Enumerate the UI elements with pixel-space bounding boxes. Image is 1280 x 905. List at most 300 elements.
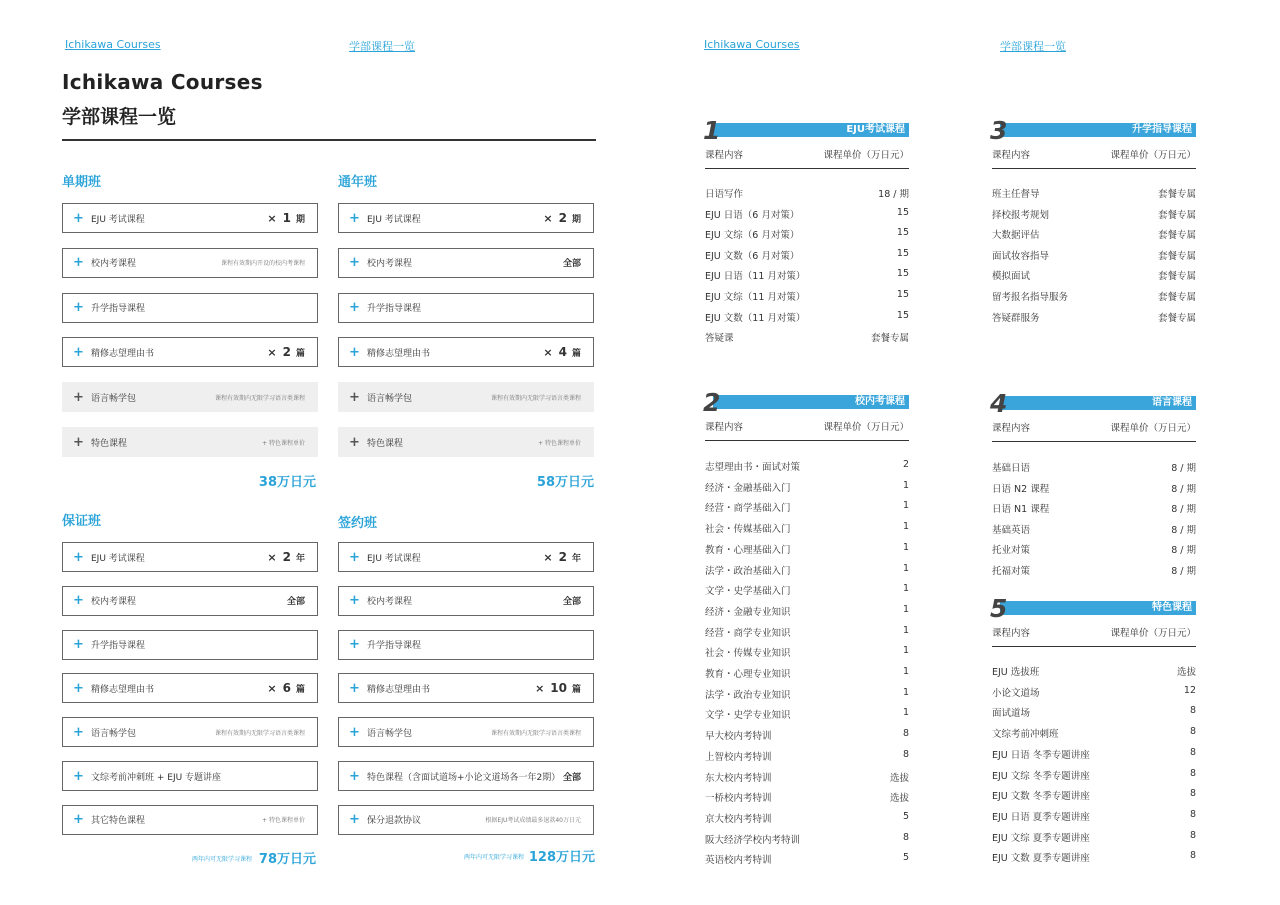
table-number: 5 [990, 594, 1008, 623]
course-name: 英语校内考特训 [705, 855, 772, 867]
course-price: 8 / 期 [1171, 566, 1196, 577]
quantity-unit: 期 [295, 215, 305, 225]
table-row [705, 248, 909, 262]
course-name: 小论文道场 [992, 687, 1040, 699]
course-name: 法学・政治基础入门 [705, 565, 791, 577]
table-row [992, 685, 1196, 699]
plan-price: 58万日元 [536, 475, 594, 490]
course-name: 大数据评估 [992, 230, 1040, 242]
table-row [705, 500, 909, 514]
course-price: 8 [1189, 829, 1196, 841]
course-table [990, 594, 1196, 871]
course-name: 答疑课 [705, 333, 734, 345]
course-name: 社会・传媒基础入门 [705, 524, 791, 536]
plan-item-label: 特色课程（含面试道场+小论文道场各一年2期） [367, 772, 561, 783]
table-header [705, 419, 909, 433]
column-header: 课程内容 [992, 423, 1031, 434]
plus-icon: + [73, 680, 84, 696]
table-divider [992, 646, 1196, 647]
table-divider [992, 441, 1196, 442]
course-name: 留考报名指导服务 [992, 292, 1069, 303]
plus-icon: + [349, 389, 360, 405]
course-name: 文综考前冲刺班 [992, 729, 1059, 741]
course-name: EJU 文综（6 月对策） [705, 230, 800, 242]
course-price: 套餐专属 [1157, 271, 1196, 283]
times-icon: × [267, 346, 277, 360]
course-name: 社会・传媒专业知识 [705, 648, 791, 660]
table-row [992, 850, 1196, 864]
quantity-number: 2 [282, 345, 291, 360]
plan-item-value: 全部 [562, 772, 581, 783]
course-name: 班主任督导 [992, 189, 1040, 200]
table-row [705, 521, 909, 535]
table-row [705, 542, 909, 556]
plan-item-label: 校内考课程 [367, 597, 413, 608]
plan-item-label: 精修志望理由书 [91, 348, 155, 359]
course-name: 经济・金融基础入门 [705, 482, 791, 494]
table-row [705, 604, 909, 618]
page-title-zh: 学部课程一览 [62, 106, 177, 128]
course-price: 选拔 [1176, 667, 1196, 678]
course-price: 套餐专属 [870, 333, 909, 345]
table-row [992, 501, 1196, 515]
table-row [992, 460, 1196, 474]
course-name: 法学・政治专业知识 [705, 689, 791, 701]
plan-item-label: 精修志望理由书 [367, 348, 431, 359]
plan-item-note: 课程有效期内无限学习语言类课程 [490, 729, 581, 737]
course-name: EJU 选拔班 [992, 667, 1040, 678]
plan-item-quantity [543, 345, 581, 359]
table-title: 特色课程 [1000, 601, 1196, 615]
course-price: 1 [902, 500, 909, 512]
table-row [992, 788, 1196, 802]
times-icon: × [543, 551, 553, 564]
course-name: 东大校内考特训 [705, 772, 772, 784]
plan-item[interactable] [62, 630, 318, 660]
course-price: 15 [896, 309, 909, 321]
plan-item-label: 语言畅学包 [91, 393, 137, 404]
quantity-number: 2 [558, 550, 567, 564]
quantity-unit: 期 [571, 215, 581, 225]
table-row [705, 268, 909, 282]
quantity-unit: 篇 [295, 349, 305, 360]
course-price: 8 [1189, 726, 1196, 738]
table-row [992, 227, 1196, 241]
plus-icon: + [73, 812, 84, 828]
table-row [705, 707, 909, 721]
plan-item-label: 语言畅学包 [367, 728, 413, 739]
column-header: 课程单价（万日元） [1110, 423, 1196, 434]
table-row [992, 768, 1196, 782]
course-name: 一桥校内考特训 [705, 793, 772, 805]
course-price: 8 [1189, 808, 1196, 820]
course-price: 5 [902, 852, 909, 864]
times-icon: × [267, 551, 277, 564]
course-price: 15 [896, 227, 909, 239]
plus-icon: + [73, 593, 84, 609]
course-name: 日语 N2 课程 [992, 483, 1050, 495]
times-icon: × [267, 682, 277, 696]
plan-item-label: 精修志望理由书 [91, 684, 155, 695]
table-divider [705, 168, 909, 169]
plus-icon: + [73, 389, 84, 405]
quantity-number: 6 [282, 681, 291, 696]
course-price: 1 [902, 562, 909, 574]
column-header: 课程内容 [705, 150, 744, 161]
plan-item-label: EJU 考试课程 [367, 214, 421, 225]
plus-icon: + [73, 768, 84, 784]
plan-price: 38万日元 [258, 475, 316, 490]
course-price: 套餐专属 [1157, 292, 1196, 303]
column-header: 课程内容 [705, 422, 744, 433]
plan-item-label: 特色课程 [367, 438, 404, 449]
course-price: 选拔 [889, 793, 909, 805]
plan-item-label: 升学指导课程 [91, 641, 146, 652]
plan-item[interactable] [62, 717, 318, 747]
header-link-overview[interactable]: 学部课程一览 [349, 40, 415, 53]
course-price: 1 [902, 479, 909, 491]
plan-item[interactable] [338, 337, 594, 367]
quantity-unit: 篇 [295, 685, 305, 696]
plan-item-label: EJU 考试课程 [91, 553, 145, 564]
plan-item[interactable] [62, 761, 318, 791]
plan-price-note: 两年内可无限学习课程 [463, 854, 524, 861]
table-title: EJU考试课程 [713, 123, 909, 137]
plus-icon: + [349, 768, 360, 784]
table-row [992, 747, 1196, 761]
plan-item-note: 课程有效期内无限学习语言类课程 [214, 394, 305, 402]
table-row [705, 852, 909, 866]
plus-icon: + [349, 344, 360, 360]
table-row [992, 248, 1196, 262]
table-header [992, 420, 1196, 434]
course-price: 1 [902, 583, 909, 595]
table-row [705, 289, 909, 303]
table-title: 语言课程 [1000, 396, 1196, 410]
plan-price: 78万日元 [258, 852, 316, 867]
course-name: 上智校内考特训 [705, 751, 772, 763]
table-row [705, 480, 909, 494]
quantity-unit: 篇 [571, 685, 581, 696]
course-name: 日语写作 [705, 189, 744, 200]
column-header: 课程单价（万日元） [823, 150, 909, 161]
plan-item-label: 升学指导课程 [91, 304, 146, 315]
course-price: 8 [1189, 767, 1196, 779]
plan-item[interactable] [62, 203, 318, 233]
course-price: 8 / 期 [1171, 483, 1196, 495]
quantity-unit: 年 [295, 554, 305, 564]
column-header: 课程内容 [992, 150, 1031, 161]
table-row [705, 207, 909, 221]
plan-title: 签约班 [338, 516, 378, 531]
plus-icon: + [73, 724, 84, 740]
table-row [705, 749, 909, 763]
course-price: 8 [902, 748, 909, 760]
plan-item-quantity [535, 681, 581, 695]
plus-icon: + [73, 344, 84, 360]
course-name: EJU 日语 夏季专题讲座 [992, 811, 1090, 823]
column-header: 课程单价（万日元） [1110, 150, 1196, 161]
plan-item-value: 全部 [286, 597, 305, 608]
plan-price: 128万日元 [528, 850, 595, 865]
plan-item[interactable] [62, 427, 318, 457]
course-price: 8 / 期 [1171, 504, 1196, 516]
plan-item[interactable] [338, 427, 594, 457]
page-title-en: Ichikawa Courses [62, 70, 263, 94]
times-icon: × [543, 346, 553, 360]
course-price: 8 [902, 728, 909, 740]
course-price: 1 [902, 666, 909, 677]
header-link-overview[interactable]: 学部课程一览 [1000, 40, 1066, 53]
quantity-unit: 篇 [571, 349, 581, 360]
header-link-courses[interactable]: Ichikawa Courses [65, 38, 161, 51]
table-row [992, 542, 1196, 556]
plan-item-quantity [267, 681, 305, 695]
course-name: 择校报考规划 [992, 209, 1050, 221]
table-divider [992, 168, 1196, 169]
table-row [705, 625, 909, 639]
course-price: 8 / 期 [1171, 463, 1196, 474]
plan-item[interactable] [338, 293, 594, 323]
course-price: 2 [902, 459, 909, 470]
course-name: EJU 文综 夏季专题讲座 [992, 832, 1090, 844]
course-price: 15 [896, 289, 909, 300]
course-price: 8 / 期 [1171, 545, 1196, 557]
plan-item-quantity [267, 345, 305, 359]
course-price: 1 [902, 521, 909, 533]
plan-item-label: 校内考课程 [91, 597, 137, 608]
course-price: 1 [902, 624, 909, 636]
table-title: 升学指导课程 [1000, 123, 1196, 137]
times-icon: × [535, 682, 545, 696]
table-row [705, 186, 909, 200]
table-row [705, 666, 909, 680]
course-name: EJU 文数（6 月对策） [705, 250, 800, 262]
table-row [992, 563, 1196, 577]
table-row [992, 726, 1196, 740]
plan-item-label: 升学指导课程 [367, 641, 422, 652]
plus-icon: + [349, 549, 360, 565]
plus-icon: + [349, 724, 360, 740]
course-name: 教育・心理基础入门 [705, 544, 791, 556]
plus-icon: + [73, 637, 84, 653]
table-row [992, 310, 1196, 324]
plan-item[interactable] [62, 673, 318, 703]
table-row [705, 728, 909, 742]
quantity-number: 2 [558, 211, 567, 225]
table-row [992, 186, 1196, 200]
plan-item[interactable] [62, 248, 318, 278]
plan-item-note: + 特色课程单价 [262, 817, 305, 825]
course-price: 套餐专属 [1157, 189, 1196, 200]
times-icon: × [267, 212, 277, 225]
plan-item[interactable] [338, 805, 594, 835]
table-divider [705, 440, 909, 441]
course-price: 1 [902, 603, 909, 615]
plan-item[interactable] [338, 761, 594, 791]
course-name: 基础日语 [992, 463, 1031, 474]
plan-item-label: 精修志望理由书 [367, 684, 431, 695]
table-number: 4 [990, 389, 1008, 418]
course-name: EJU 日语 冬季专题讲座 [992, 749, 1090, 761]
course-name: 面试道场 [992, 708, 1031, 720]
course-table [703, 388, 909, 873]
course-price: 8 [1189, 705, 1196, 717]
course-name: EJU 文数 夏季专题讲座 [992, 853, 1090, 865]
course-name: EJU 文数 冬季专题讲座 [992, 791, 1090, 803]
plan-item-label: EJU 考试课程 [91, 214, 145, 225]
plus-icon: + [349, 210, 360, 226]
table-row [705, 645, 909, 659]
plus-icon: + [73, 434, 84, 450]
course-price: 8 [902, 831, 909, 843]
plan-item-quantity [267, 211, 305, 225]
table-row [992, 207, 1196, 221]
column-header: 课程单价（万日元） [823, 422, 909, 433]
right-page [640, 0, 1280, 905]
table-row [705, 832, 909, 846]
plan-title: 保证班 [62, 514, 102, 529]
plan-item[interactable] [62, 542, 318, 572]
plus-icon: + [349, 812, 360, 828]
course-table [703, 116, 909, 351]
course-name: EJU 日语（6 月对策） [705, 209, 800, 221]
plan-item-label: 特色课程 [91, 438, 128, 449]
plus-icon: + [349, 434, 360, 450]
plan-item[interactable] [338, 203, 594, 233]
course-name: 面试妆容指导 [992, 250, 1050, 262]
table-row [705, 811, 909, 825]
plan-item-label: 升学指导课程 [367, 304, 422, 315]
course-table [990, 389, 1196, 584]
table-row [992, 481, 1196, 495]
course-price: 套餐专属 [1157, 209, 1196, 221]
plan-item-quantity [543, 211, 581, 225]
course-name: 答疑群服务 [992, 312, 1040, 324]
plan-item-note: + 特色课程单价 [262, 439, 305, 447]
course-price: 8 / 期 [1171, 524, 1196, 536]
quantity-number: 1 [282, 211, 291, 225]
plan-item[interactable] [338, 717, 594, 747]
plus-icon: + [349, 593, 360, 609]
course-price: 15 [896, 206, 909, 218]
plan-item-label: 保分退款协议 [367, 816, 422, 827]
column-header: 课程单价（万日元） [1110, 628, 1196, 639]
plan-item-label: 校内考课程 [91, 259, 137, 270]
plan-item-label: 语言畅学包 [367, 393, 413, 404]
table-row [705, 227, 909, 241]
plan-item-quantity [267, 550, 305, 564]
plan-item-value: 全部 [562, 259, 581, 270]
plan-item-note: + 特色课程单价 [538, 439, 581, 447]
plan-item-label: 校内考课程 [367, 259, 413, 270]
plan-item-label: 其它特色课程 [91, 816, 146, 827]
course-name: 模拟面试 [992, 271, 1031, 283]
table-row [705, 310, 909, 324]
course-price: 8 [1189, 788, 1196, 800]
column-header: 课程内容 [992, 628, 1031, 639]
table-title: 校内考课程 [713, 395, 909, 409]
course-price: 1 [902, 541, 909, 553]
table-row [705, 459, 909, 473]
plus-icon: + [349, 637, 360, 653]
plan-item[interactable] [338, 630, 594, 660]
course-name: 阪大经济学校内考特训 [705, 834, 801, 846]
plan-item[interactable] [62, 337, 318, 367]
course-name: 文学・史学专业知识 [705, 710, 791, 722]
course-name: 教育・心理专业知识 [705, 669, 791, 680]
course-price: 18 / 期 [878, 189, 909, 200]
course-name: EJU 日语（11 月对策） [705, 271, 806, 283]
plus-icon: + [349, 300, 360, 316]
course-price: 15 [896, 247, 909, 259]
header-link-courses[interactable]: Ichikawa Courses [704, 38, 800, 51]
plan-item[interactable] [338, 673, 594, 703]
course-price: 套餐专属 [1157, 250, 1196, 262]
plan-item-value: 全部 [562, 597, 581, 608]
course-name: 文学・史学基础入门 [705, 586, 791, 598]
quantity-number: 10 [550, 681, 567, 696]
table-row [992, 705, 1196, 719]
course-name: 京大校内考特训 [705, 813, 772, 825]
plan-item-label: 语言畅学包 [91, 728, 137, 739]
table-row [705, 790, 909, 804]
plan-item[interactable] [62, 293, 318, 323]
table-row [705, 583, 909, 597]
plan-title: 单期班 [62, 175, 102, 190]
plan-item[interactable] [338, 248, 594, 278]
plan-item[interactable] [62, 586, 318, 616]
course-price: 选拔 [889, 772, 909, 784]
course-name: 日语 N1 课程 [992, 504, 1050, 516]
plus-icon: + [73, 300, 84, 316]
plan-item-quantity [543, 550, 581, 564]
plan-item-note: 课程有效期内无限学习语言类课程 [214, 729, 305, 737]
course-name: 经营・商学专业知识 [705, 627, 791, 639]
table-row [992, 664, 1196, 678]
quantity-number: 2 [282, 550, 291, 564]
table-header [705, 147, 909, 161]
course-name: 托福对策 [992, 566, 1031, 577]
course-table [990, 116, 1196, 330]
plan-item-note: 课程有效期内无限学习语言类课程 [490, 394, 581, 402]
table-number: 2 [703, 388, 721, 417]
plan-item[interactable] [338, 542, 594, 572]
title-divider [62, 139, 596, 141]
course-price: 5 [902, 810, 909, 822]
course-price: 1 [902, 707, 909, 719]
table-row [705, 687, 909, 701]
plus-icon: + [73, 549, 84, 565]
course-price: 套餐专属 [1157, 230, 1196, 242]
plan-item-note: 课程有效期内开设的校内考课程 [220, 260, 305, 268]
table-row [992, 268, 1196, 282]
quantity-number: 4 [558, 345, 567, 360]
plan-item[interactable] [338, 382, 594, 412]
table-header [992, 147, 1196, 161]
course-price: 15 [896, 268, 909, 280]
plan-item-label: EJU 考试课程 [367, 553, 421, 564]
plan-item[interactable] [338, 586, 594, 616]
plan-price-note: 两年内可无限学习课程 [191, 856, 252, 863]
plus-icon: + [73, 255, 84, 271]
course-price: 12 [1183, 684, 1196, 696]
plan-item[interactable] [62, 382, 318, 412]
table-row [705, 563, 909, 577]
plan-item[interactable] [62, 805, 318, 835]
course-name: 经营・商学基础入门 [705, 503, 791, 515]
table-row [992, 809, 1196, 823]
